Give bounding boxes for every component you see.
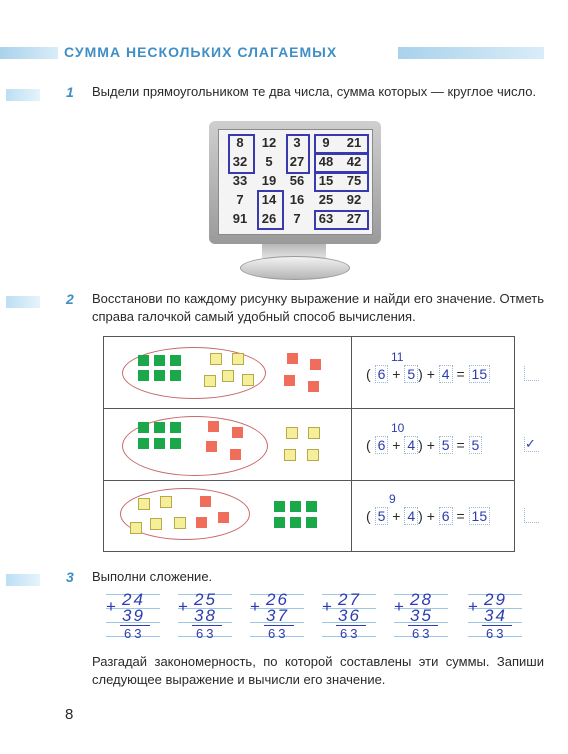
- red-square: [208, 421, 219, 432]
- grid-number: 7: [236, 192, 244, 207]
- green-square: [154, 355, 165, 366]
- table-divider: [104, 408, 514, 409]
- answer-cell: 6: [375, 436, 389, 454]
- grid-number: 7: [293, 211, 301, 226]
- green-square: [290, 517, 301, 528]
- sum-result: 63: [124, 626, 145, 641]
- yellow-square: [232, 353, 244, 365]
- red-square: [218, 512, 229, 523]
- grid-number: 48: [318, 154, 334, 169]
- plus-sign: +: [392, 508, 401, 524]
- header-bar-left: [0, 47, 58, 59]
- selection-box: [314, 134, 369, 154]
- grid-number: 25: [318, 192, 334, 207]
- green-square: [290, 501, 301, 512]
- grid-number: 5: [265, 154, 273, 169]
- yellow-square: [286, 427, 298, 439]
- header-bar-right: [398, 47, 544, 59]
- red-square: [230, 449, 241, 460]
- grid-number: 19: [261, 173, 277, 188]
- plus-sign: +: [322, 597, 332, 616]
- checkmark-cell: [524, 508, 539, 523]
- addend-bottom: 34: [484, 606, 507, 625]
- grid-number: 63: [318, 211, 334, 226]
- equals-sign: =: [456, 437, 465, 453]
- green-square: [170, 438, 181, 449]
- plus-sign: +: [106, 597, 116, 616]
- task-marker: [6, 574, 40, 586]
- red-square: [232, 427, 243, 438]
- addend-top: 27: [338, 590, 361, 609]
- equals-sign: =: [456, 366, 465, 382]
- red-square: [310, 359, 321, 370]
- selection-box: [314, 210, 369, 230]
- yellow-square: [210, 353, 222, 365]
- partial-sum-hint: 9: [389, 492, 396, 506]
- column-sum: [468, 590, 522, 644]
- table-divider: [351, 337, 352, 551]
- addend-bottom: 38: [194, 606, 217, 625]
- yellow-square: [284, 449, 296, 461]
- addend-bottom: 39: [122, 606, 145, 625]
- equals-sign: =: [456, 508, 465, 524]
- addend-bottom: 37: [266, 606, 289, 625]
- yellow-square: [222, 370, 234, 382]
- task-marker: [6, 296, 40, 308]
- green-square: [154, 422, 165, 433]
- task-number: 2: [66, 291, 74, 307]
- addend-top: 24: [122, 590, 145, 609]
- answer-cell: 4: [404, 507, 418, 525]
- close-paren: ): [418, 508, 423, 524]
- sum-result: 63: [412, 626, 433, 641]
- sum-result: 63: [268, 626, 289, 641]
- result-cell: 15: [469, 365, 491, 383]
- red-square: [284, 375, 295, 386]
- yellow-square: [130, 522, 142, 534]
- green-square: [138, 422, 149, 433]
- green-square: [170, 370, 181, 381]
- sum-result: 63: [486, 626, 507, 641]
- grid-number: 26: [261, 211, 277, 226]
- grid-number: 14: [261, 192, 277, 207]
- open-paren: (: [366, 437, 371, 453]
- sum-bar: [264, 625, 294, 626]
- green-square: [138, 355, 149, 366]
- column-sum: [250, 590, 304, 644]
- close-paren: ): [418, 366, 423, 382]
- selection-box: [314, 172, 369, 192]
- addend-top: 29: [484, 590, 507, 609]
- plus-sign: +: [392, 366, 401, 382]
- sum-bar: [482, 625, 512, 626]
- close-paren: ): [418, 437, 423, 453]
- grid-number: 21: [346, 135, 362, 150]
- green-square: [138, 438, 149, 449]
- green-square: [154, 438, 165, 449]
- addend-top: 26: [266, 590, 289, 609]
- green-square: [170, 422, 181, 433]
- sum-bar: [336, 625, 366, 626]
- grid-number: 75: [346, 173, 362, 188]
- monitor-base: [240, 256, 350, 280]
- page-title: СУММА НЕСКОЛЬКИХ СЛАГАЕМЫХ: [64, 44, 338, 60]
- grid-number: 15: [318, 173, 334, 188]
- sum-result: 63: [196, 626, 217, 641]
- task-footer-text: Разгадай закономерность, по которой составлены эти суммы. Запиши следующее выражение и вычисли его значение.: [92, 654, 544, 687]
- page-number: 8: [65, 706, 74, 723]
- yellow-square: [160, 496, 172, 508]
- plus-sign: +: [178, 597, 188, 616]
- addend-bottom: 36: [338, 606, 361, 625]
- selection-box: [286, 134, 310, 174]
- green-square: [274, 501, 285, 512]
- grid-number: 32: [232, 154, 248, 169]
- selection-box: [228, 134, 255, 174]
- green-square: [306, 501, 317, 512]
- plus-sign: +: [392, 437, 401, 453]
- grid-number: 3: [293, 135, 301, 150]
- selection-box: [257, 190, 284, 230]
- expression-row: [366, 507, 490, 525]
- yellow-square: [150, 518, 162, 530]
- addend-bottom: 35: [410, 606, 433, 625]
- red-square: [196, 517, 207, 528]
- yellow-square: [308, 427, 320, 439]
- expression-row: [366, 365, 490, 383]
- sum-bar: [192, 625, 222, 626]
- open-paren: (: [366, 366, 371, 382]
- green-square: [306, 517, 317, 528]
- red-square: [206, 441, 217, 452]
- grid-number: 56: [289, 173, 305, 188]
- grid-number: 27: [346, 211, 362, 226]
- answer-cell: 5: [375, 507, 389, 525]
- yellow-square: [174, 517, 186, 529]
- grid-number: 27: [289, 154, 305, 169]
- table-divider: [104, 480, 514, 481]
- grid-number: 12: [261, 135, 277, 150]
- result-cell: 15: [469, 507, 491, 525]
- yellow-square: [242, 374, 254, 386]
- task-number: 3: [66, 569, 74, 585]
- green-square: [138, 370, 149, 381]
- column-sum: [178, 590, 232, 644]
- grid-number: 33: [232, 173, 248, 188]
- task-marker: [6, 89, 40, 101]
- grid-number: 8: [236, 135, 244, 150]
- plus-sign: +: [250, 597, 260, 616]
- green-square: [154, 370, 165, 381]
- expression-row: [366, 436, 482, 454]
- green-square: [274, 517, 285, 528]
- yellow-square: [204, 375, 216, 387]
- red-square: [308, 381, 319, 392]
- yellow-square: [138, 498, 150, 510]
- partial-sum-hint: 11: [391, 350, 404, 364]
- answer-cell: 4: [404, 436, 418, 454]
- red-square: [200, 496, 211, 507]
- plus-sign: +: [426, 366, 435, 382]
- sum-bar: [120, 625, 150, 626]
- grid-number: 16: [289, 192, 305, 207]
- red-square: [287, 353, 298, 364]
- result-cell: 5: [469, 436, 483, 454]
- column-sum: [322, 590, 376, 644]
- plus-sign: +: [426, 508, 435, 524]
- addend-top: 25: [194, 590, 217, 609]
- selection-box: [314, 153, 369, 173]
- plus-sign: +: [468, 597, 478, 616]
- answer-cell: 6: [375, 365, 389, 383]
- task-text: Выполни сложение.: [92, 569, 213, 584]
- answer-cell: 5: [404, 365, 418, 383]
- green-square: [170, 355, 181, 366]
- answer-cell: 4: [439, 365, 453, 383]
- grid-number: 92: [346, 192, 362, 207]
- checkmark-cell: [524, 366, 539, 381]
- grid-number: 9: [322, 135, 330, 150]
- open-paren: (: [366, 508, 371, 524]
- task-text: Выдели прямоугольником те два числа, сумма которых — круглое число.: [92, 84, 537, 99]
- task-text: Восстанови по каждому рисунку выражение и найди его значение. Отметь справа галочкой самый удобный способ вычисления.: [92, 291, 544, 324]
- task-number: 1: [66, 84, 74, 100]
- partial-sum-hint: 10: [391, 421, 405, 435]
- sum-bar: [408, 625, 438, 626]
- column-sum: [106, 590, 160, 644]
- grid-number: 91: [232, 211, 248, 226]
- plus-sign: +: [426, 437, 435, 453]
- plus-sign: +: [394, 597, 404, 616]
- addend-top: 28: [410, 590, 433, 609]
- answer-cell: 5: [439, 436, 453, 454]
- answer-cell: 6: [439, 507, 453, 525]
- sum-result: 63: [340, 626, 361, 641]
- column-sum: [394, 590, 448, 644]
- checkmark-cell: ✓: [524, 437, 539, 452]
- grid-number: 42: [346, 154, 362, 169]
- yellow-square: [307, 449, 319, 461]
